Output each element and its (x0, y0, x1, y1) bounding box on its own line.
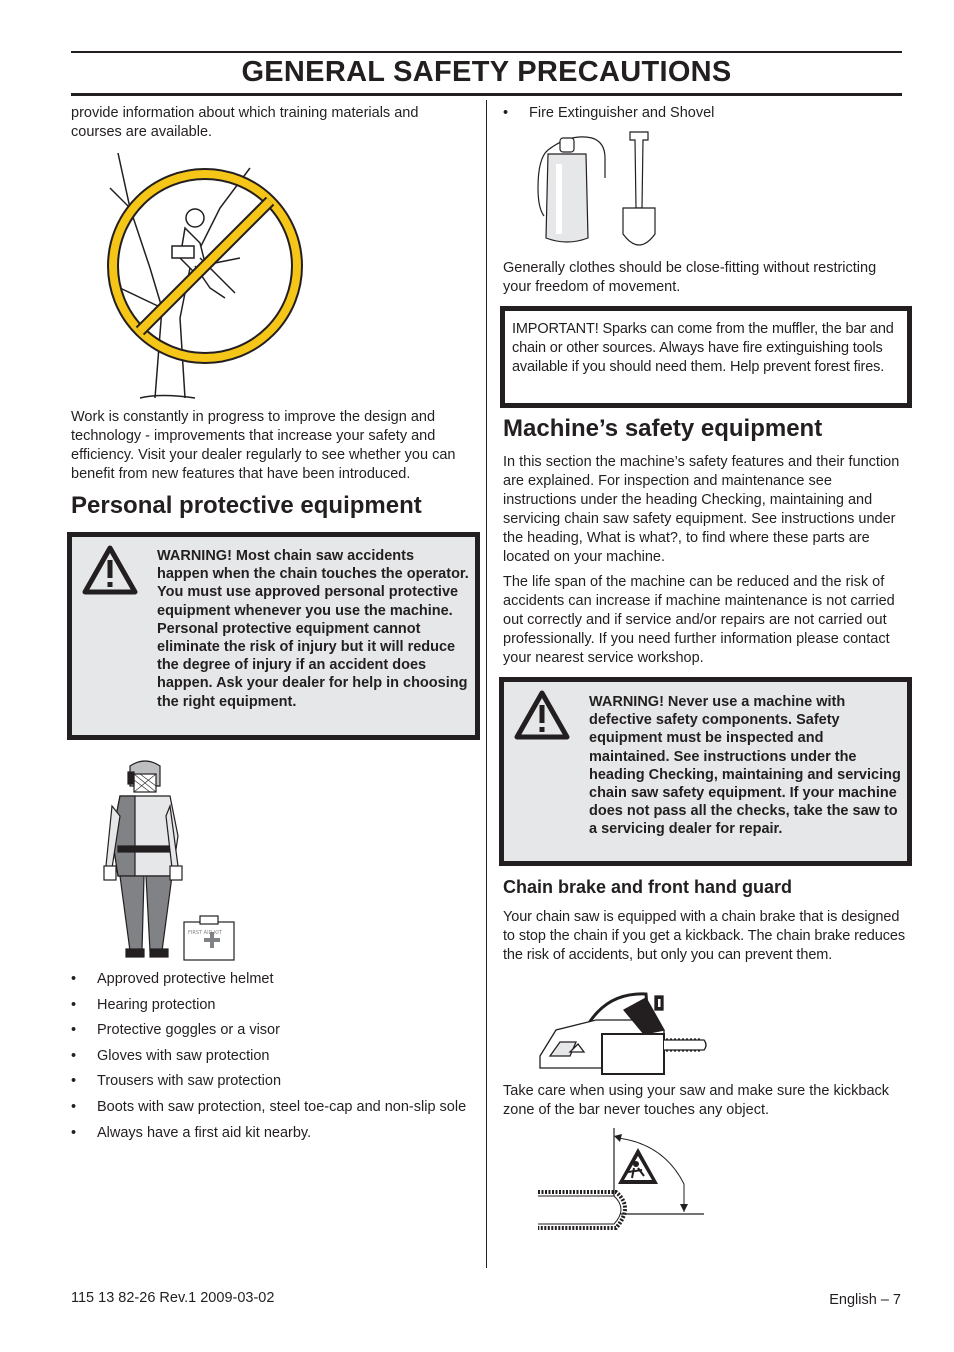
fire-list (503, 104, 903, 123)
ppe-item-goggles: • Protective goggles or a visor (71, 1022, 280, 1039)
ppe-warning-text: WARNING! Most chain saw accidents happen when the chain touches the operator. You must use approved personal protective equipment whenever you use the machine. Personal protective equipment cannot eliminate the risk of injury but it will reduce the degree of injury if an accident does happen. Ask your dealer for help in choosing the right equipment. (157, 548, 469, 710)
protective-equipment-person-illustration (100, 756, 240, 966)
column-divider (486, 100, 487, 1268)
warning-triangle-icon (514, 690, 570, 740)
important-box (500, 306, 912, 408)
ppe-heading: Personal protective equipment (71, 492, 422, 519)
no-tree-climbing-illustration (100, 148, 310, 400)
ppe-item-boots: • Boots with saw protection, steel toe-cap and non-slip sole (71, 1098, 467, 1115)
warning-triangle-icon (82, 545, 138, 595)
intro-text: provide information about which training materials and courses are available. (71, 105, 419, 140)
chain-brake-heading: Chain brake and front hand guard (503, 877, 793, 897)
chain-brake-paragraph-2: Take care when using your saw and make sure the kickback zone of the bar never touches any object. (503, 1083, 890, 1118)
clothes-text: Generally clothes should be close-fitting without restricting your freedom of movement. (503, 260, 877, 295)
ppe-item-gloves: • Gloves with saw protection (71, 1047, 270, 1064)
chain-brake-paragraph-1: Your chain saw is equipped with a chain brake that is designed to stop the chain if you get a kickback. The chain brake reduces the risk of accidents, but only you can prevent them. (503, 909, 905, 963)
machine-warning-text: WARNING! Never use a machine with defective safety components. Safety equipment must be inspected and maintained. See instructions under the heading Checking, maintaining and servicing chain saw safety equipment. If your machine does not pass all the checks, take the saw to a servicing dealer for repair. (589, 694, 901, 838)
page-title: GENERAL SAFETY PRECAUTIONS (241, 56, 732, 88)
footer-doc-id: 115 13 82-26 Rev.1 2009-03-02 (71, 1290, 275, 1306)
kickback-zone-illustration (534, 1124, 710, 1246)
machine-warning-box (499, 677, 912, 866)
header-rule-top (71, 51, 902, 53)
important-text: IMPORTANT! Sparks can come from the muffler, the bar and chain or other sources. Always have fire extinguishing tools available if you should need them. Help prevent forest fires. (512, 321, 894, 375)
first-aid-kit-label: FIRST AID KIT (188, 930, 222, 936)
improvement-text: Work is constantly in progress to improve the design and technology - improvements that increase your safety and efficiency. Visit your dealer regularly to see whether you can benefit from new features that have been introduced. (71, 409, 456, 482)
ppe-item-helmet: • Approved protective helmet (71, 971, 274, 987)
ppe-warning-box (67, 532, 480, 740)
fire-item: • Fire Extinguisher and Shovel (503, 105, 715, 121)
fire-extinguisher-shovel-illustration (530, 128, 670, 254)
footer-page-number: English – 7 (829, 1292, 901, 1308)
chainsaw-hand-guard-illustration (536, 990, 708, 1076)
ppe-item-first-aid: • Always have a first aid kit nearby. (71, 1124, 312, 1141)
ppe-list (71, 970, 476, 1143)
ppe-item-trousers: • Trousers with saw protection (71, 1073, 282, 1090)
machine-heading: Machine’s safety equipment (503, 415, 823, 442)
header-rule-bottom (71, 93, 902, 96)
ppe-item-hearing: • Hearing protection (71, 996, 216, 1013)
machine-paragraph-2: The life span of the machine can be reduced and the risk of accidents can increase if machine maintenance is not carried out correctly and if service and/or repairs are not carried out professionally. If you need further information please contact your nearest service workshop. (503, 574, 895, 666)
machine-paragraph-1: In this section the machine’s safety features and their function are explained. For inspection and maintenance see instructions under the heading Checking, maintaining and servicing chain saw safety equipment. See instructions under the heading, What is what?, to find where these parts are located on your machine. (503, 454, 900, 565)
